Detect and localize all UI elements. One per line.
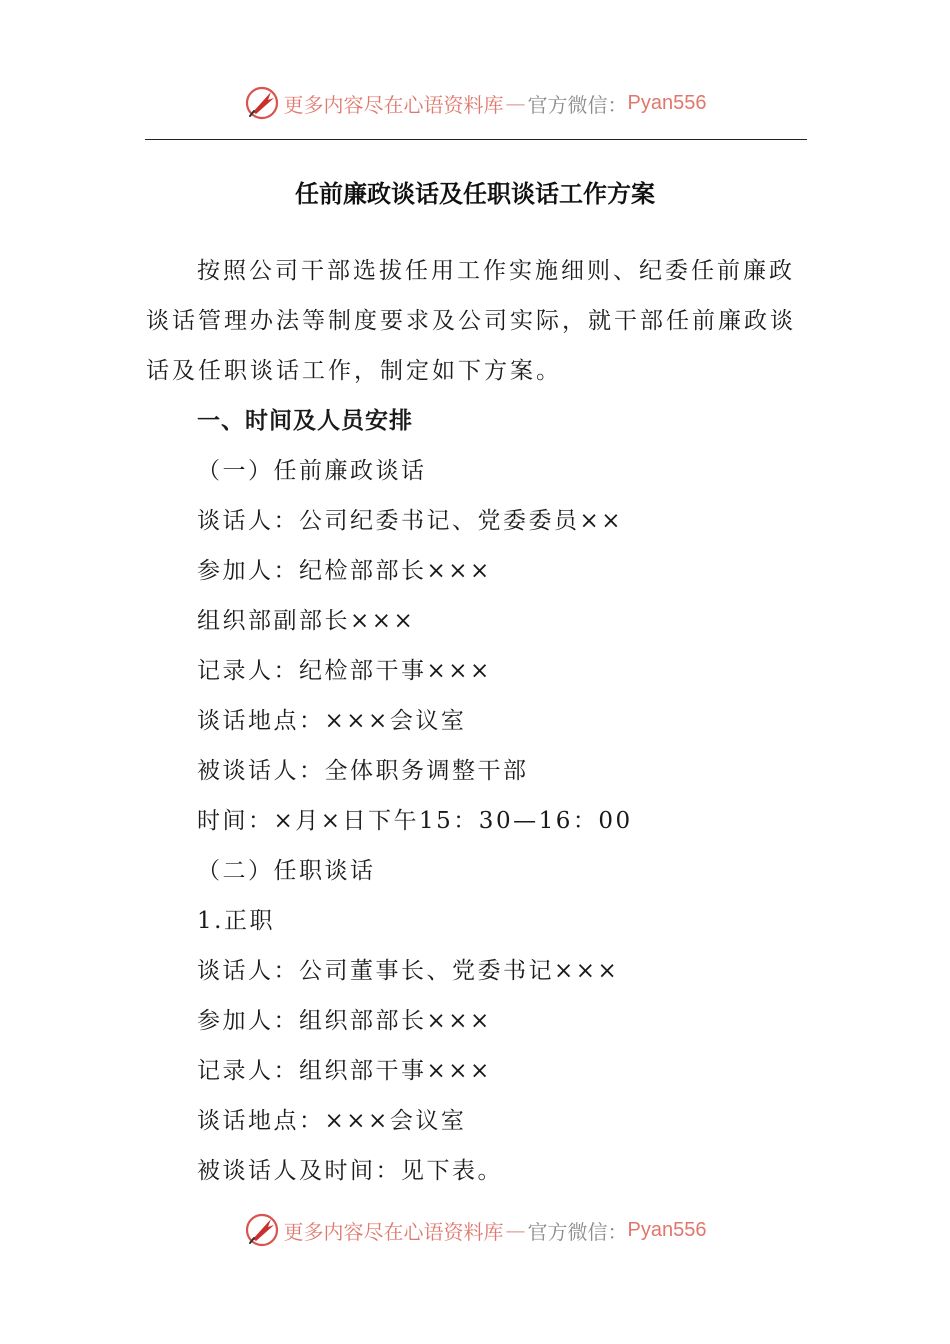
banner-dash: — [505, 91, 526, 115]
banner-official-label: 官方微信： [527, 92, 628, 117]
header-divider [145, 139, 807, 140]
body-line: 谈话人：公司纪委书记、党委委员×× [197, 508, 624, 534]
body-line: 谈话地点：×××会议室 [197, 708, 467, 734]
section-heading-1: 一、时间及人员安排 [197, 408, 413, 434]
document-body [146, 246, 808, 1196]
footer-watermark-banner [0, 1205, 950, 1255]
body-line: 被谈话人及时间：见下表。 [197, 1158, 503, 1184]
body-line: 谈话人：公司董事长、党委书记××× [197, 958, 620, 984]
banner-official-label: 官方微信： [527, 1219, 628, 1244]
banner-dash: — [505, 1218, 526, 1242]
header-watermark-banner [0, 78, 950, 128]
body-line: 被谈话人：全体职务调整干部 [197, 758, 529, 784]
intro-paragraph: 按照公司干部选拔任用工作实施细则、纪委任前廉政谈话管理办法等制度要求及公司实际，就干部任前廉政谈话及任职谈话工作，制定如下方案。 [146, 258, 796, 384]
body-line: 记录人：组织部干事××× [197, 1058, 492, 1084]
banner-wechat-id: Pyan556 [627, 1218, 707, 1241]
body-line: 1.正职 [197, 908, 275, 934]
body-line: 时间：×月×日下午15：30—16：00 [197, 808, 633, 834]
document-title: 任前廉政谈话及任职谈话工作方案 [295, 180, 655, 208]
body-line: 参加人：纪检部部长××× [197, 558, 492, 584]
banner-library-text: 更多内容尽在心语资料库 [283, 1219, 504, 1244]
subsection-heading: （一）任前廉政谈话 [197, 458, 427, 484]
banner-wechat-id: Pyan556 [627, 91, 707, 114]
quill-logo-icon [244, 85, 280, 121]
body-line: 参加人：组织部部长××× [197, 1008, 492, 1034]
body-line: 记录人：纪检部干事××× [197, 658, 492, 684]
body-line: 组织部副部长××× [197, 608, 416, 634]
quill-logo-icon [244, 1212, 280, 1248]
banner-library-text: 更多内容尽在心语资料库 [283, 92, 504, 117]
body-line: 谈话地点：×××会议室 [197, 1108, 467, 1134]
subsection-heading: （二）任职谈话 [197, 858, 376, 884]
